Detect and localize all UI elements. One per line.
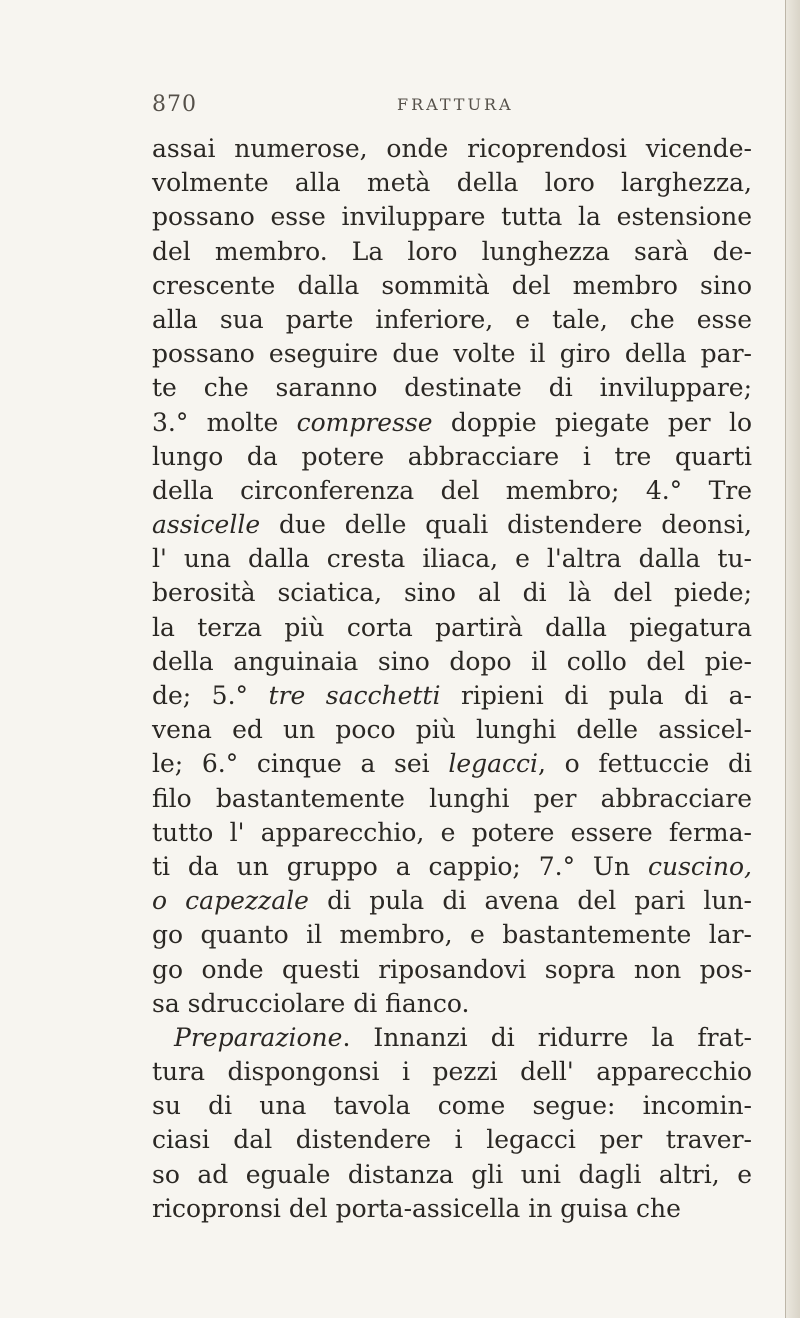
text-line: del membro. La loro lunghezza sarà de- [152,236,752,266]
text-line: berosità sciatica, sino al di là del piede; [152,578,752,608]
text-line: vena ed un poco più lunghi delle assicel- [152,715,752,745]
italic-term: cuscino, [647,851,752,881]
text-line: te che saranno destinate di inviluppare; [152,373,752,403]
text-line: filo bastantemente lunghi per abbracciare [152,783,752,813]
page-header [152,92,672,122]
text-line: possano esse inviluppare tutta la estensione [152,202,752,232]
text-span: . Innanzi di ridurre la frat- [342,1022,752,1052]
text-line: ricopronsi del porta-assicella in guisa che [152,1193,681,1223]
text-line [152,508,752,542]
text-line: la terza più corta partirà dalla piegatura [152,612,752,642]
page-edge [785,0,800,1318]
page-number: 870 [152,92,197,117]
running-title: FRATTURA [397,95,514,114]
text-line: so ad eguale distanza gli uni dagli altri, e [152,1159,752,1189]
text-line [152,679,752,713]
text-span: , o fettuccie di [538,749,753,779]
text-line: crescente dalla sommità del membro sino [152,270,752,300]
text-line [152,850,752,884]
italic-term: tre sacchetti [268,681,441,710]
text-line: ciasi dal distendere i legacci per traver- [152,1125,752,1155]
italic-term: Preparazione [174,1022,343,1052]
italic-term: o capezzale [152,886,309,916]
text-span: le; 6.° cinque a sei [152,749,449,779]
text-line: lungo da potere abbracciare i tre quarti [152,441,752,471]
text-line: sa sdrucciolare di fianco. [152,988,470,1018]
text-line: go quanto il membro, e bastantemente lar- [152,920,752,950]
italic-term: legacci [448,749,539,779]
text-line: della circonferenza del membro; 4.° Tre [152,475,752,505]
text-line: tutto l' apparecchio, e potere essere ferma- [152,817,752,847]
text-line [152,1021,752,1055]
text-line: della anguinaia sino dopo il collo del pie- [152,646,752,676]
body-text [152,132,752,1226]
text-span: doppie piegate per lo [432,407,752,437]
text-line [152,747,752,781]
text-line: volmente alla metà della loro larghezza, [152,168,752,198]
text-line: l' una dalla cresta iliaca, e l'altra dalla tu- [152,544,752,574]
text-span: ti da un gruppo a cappio; 7.° Un [152,851,648,881]
text-line: alla sua parte inferiore, e tale, che esse [152,304,752,334]
text-span: di pula di avena del pari lun- [308,886,752,916]
text-line: su di una tavola come segue: incomin- [152,1091,752,1121]
text-span: 3.° molte [152,407,297,437]
text-line [152,406,752,440]
italic-term: compresse [296,407,433,437]
text-line: possano eseguire due volte il giro della par- [152,339,752,369]
italic-term: assicelle [152,510,261,540]
text-span: due delle quali distendere deonsi, [260,510,752,540]
text-line [152,884,752,918]
text-line: go onde questi riposandovi sopra non pos- [152,954,752,984]
text-line: tura dispongonsi i pezzi dell' apparecchio [152,1057,752,1087]
text-span: ripieni di pula di a- [440,681,752,710]
text-span: de; 5.° [152,681,269,710]
text-line: assai numerose, onde ricoprendosi vicende- [152,134,752,163]
